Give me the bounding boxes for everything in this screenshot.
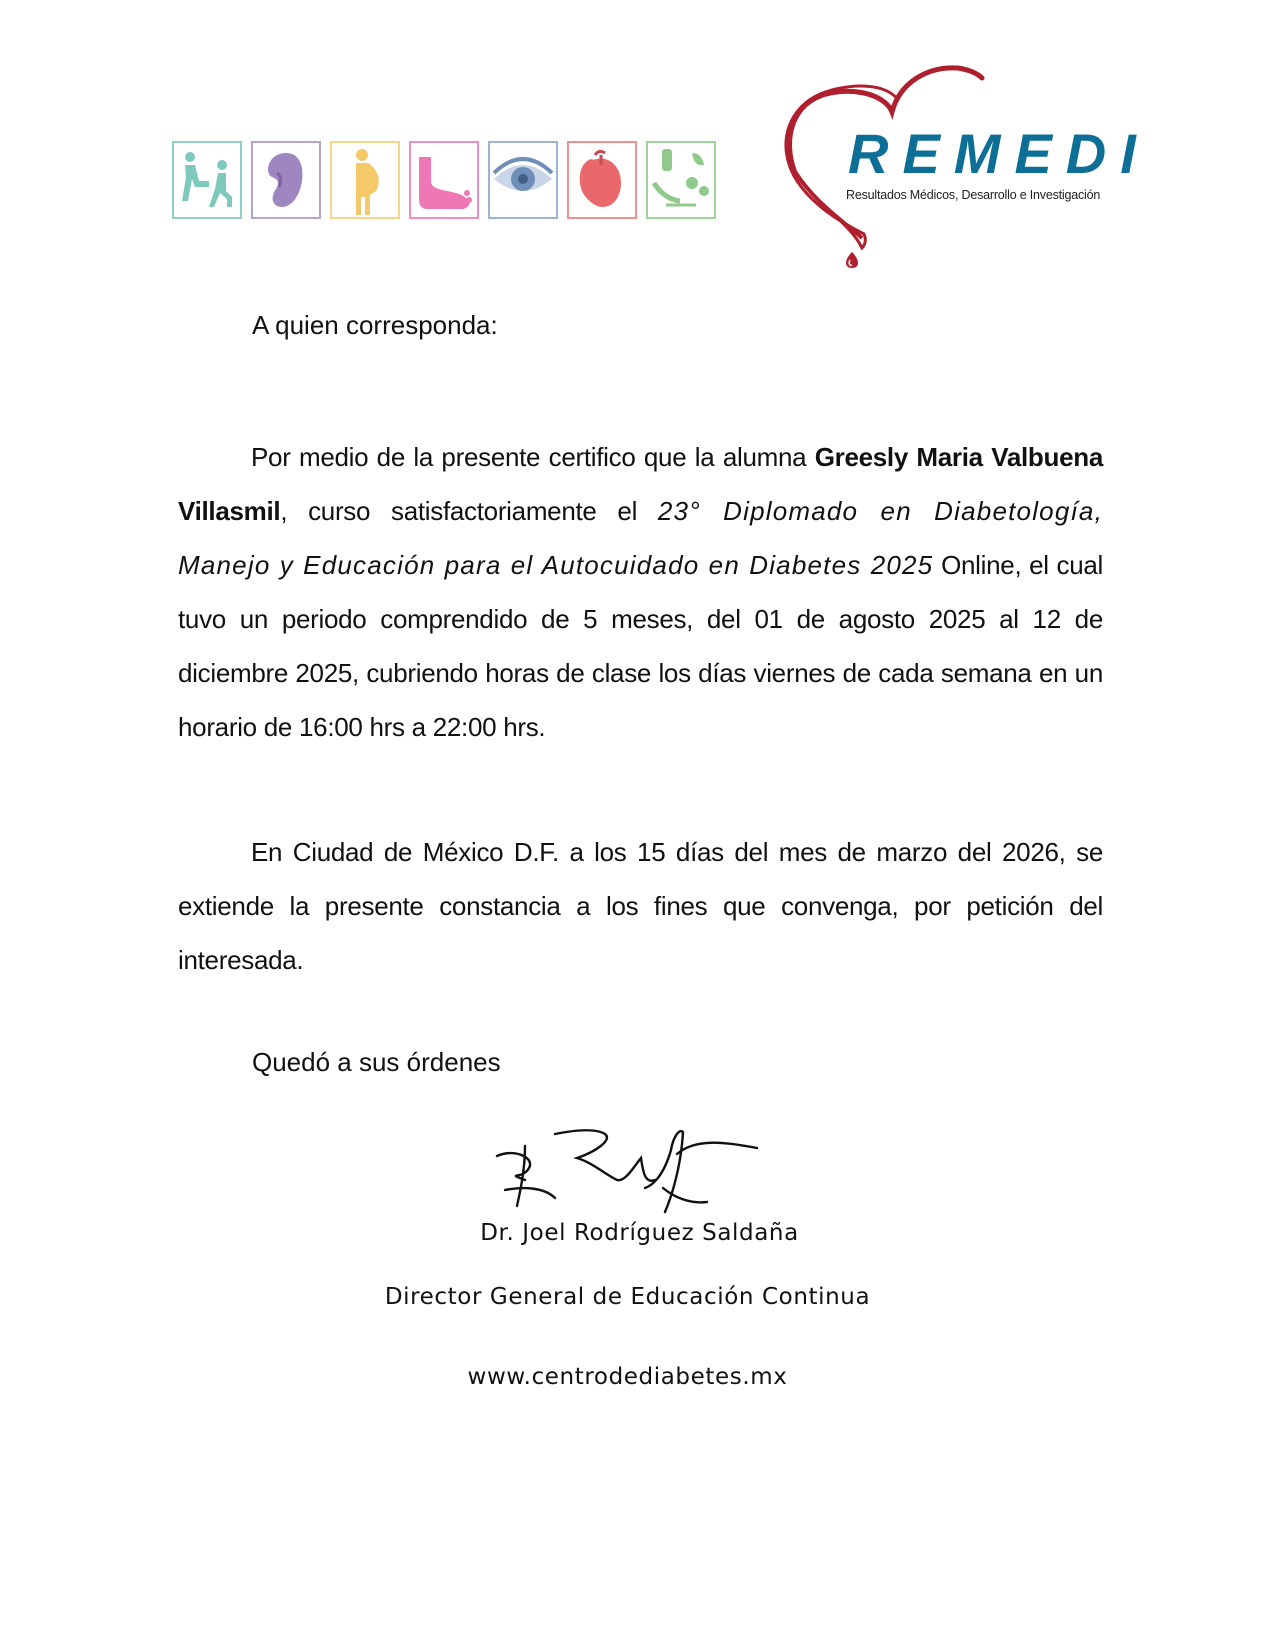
logo-wordmark: REMEDI	[848, 122, 1150, 185]
exercise-icon	[172, 141, 242, 219]
p1-details: Online, el cual tuvo un periodo comprendido de 5 meses, del 01 de agosto 2025 al 12 de diciembre 2025, cubriendo horas de clase los días viernes de cada semana en un horario de 16:00 hrs a 22:00 hrs.	[178, 550, 1104, 742]
signatory-name: Dr. Joel Rodríguez Saldaña	[480, 1220, 799, 1246]
student-name: Greesly Maria Valbuena Villasmil	[178, 442, 1103, 526]
logo-tagline: Resultados Médicos, Desarrollo e Investigación	[846, 188, 1101, 202]
p1-intro: Por medio de la presente certifico que la alumna	[251, 442, 815, 472]
website-link[interactable]: www.centrodediabetes.mx	[467, 1364, 788, 1390]
course-name: 23° Diplomado en Diabetología, Manejo y Educación para el Autocuidado en Diabetes 2025	[178, 496, 1103, 580]
letter-closing: Quedó a sus órdenes	[252, 1047, 501, 1077]
certification-paragraph	[178, 430, 1103, 754]
letter-greeting: A quien corresponda:	[252, 310, 498, 340]
heart-organ-icon	[567, 141, 637, 219]
nutrition-icon	[646, 141, 716, 219]
p1-mid: , curso satisfactoriamente el	[280, 496, 658, 526]
signatory-title: Director General de Educación Continua	[384, 1284, 871, 1310]
eye-icon	[488, 141, 558, 219]
issuance-paragraph: En Ciudad de México D.F. a los 15 días del mes de marzo del 2026, se extiende la presente constancia a los fines que convenga, por petición del interesada.	[178, 837, 1103, 975]
kidney-icon	[251, 141, 321, 219]
pregnancy-icon	[330, 141, 400, 219]
foot-icon	[409, 141, 479, 219]
remedi-logo	[780, 62, 1150, 282]
